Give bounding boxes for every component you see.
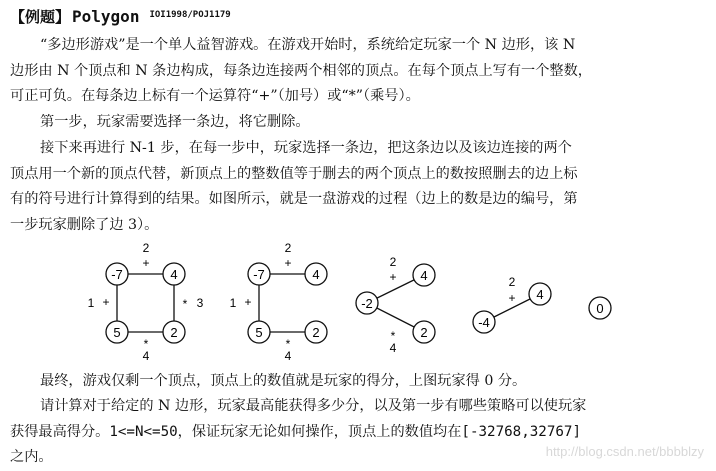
text-line: 一步玩家删除了边 3）。 (10, 216, 159, 233)
text-line: 请计算对于给定的 N 边形，玩家最高能获得多少分，以及第一步有哪些策略可以使玩家 (40, 398, 587, 414)
paragraph-step-one (10, 110, 710, 136)
edge-id-label: 1 (229, 296, 237, 310)
edge-op-label: + (102, 295, 110, 309)
polygon-node (305, 263, 327, 285)
paragraph-task (10, 394, 710, 471)
svg-text:-4: -4 (478, 315, 490, 330)
svg-text:2: 2 (312, 325, 320, 340)
edge-id-label: 2 (284, 241, 292, 255)
paragraph-intro (10, 33, 710, 110)
polygon-node (589, 297, 611, 319)
watermark: http://blog.csdn.net/bbbblzy (545, 444, 704, 459)
edge-id-label: 2 (508, 275, 516, 289)
svg-text:-2: -2 (361, 296, 373, 311)
polygon-node (106, 263, 128, 285)
polygon-node (413, 321, 435, 343)
svg-text:5: 5 (255, 325, 263, 340)
polygon-node (248, 263, 270, 285)
edge-op-label: * (143, 337, 149, 351)
edge-id-label: 1 (87, 296, 95, 310)
polygon-node (163, 263, 185, 285)
text-line: “多边形游戏”是一个单人益智游戏。在游戏开始时，系统给定玩家一个 N 边形，该 N (40, 37, 576, 53)
text-line: 第一步，玩家需要选择一条边，将它删除。 (40, 114, 310, 130)
diagram-stage-3 (356, 255, 435, 355)
text-line (10, 420, 710, 446)
polygon-node (106, 321, 128, 343)
svg-text:4: 4 (170, 267, 178, 282)
svg-text:4: 4 (536, 287, 544, 302)
edge-op-label: + (508, 291, 516, 305)
polygon-node (248, 321, 270, 343)
edge-op-label: * (285, 337, 291, 351)
problem-name: Polygon (72, 7, 140, 26)
svg-text:2: 2 (420, 325, 428, 340)
polygon-game-diagram (0, 236, 716, 366)
edge-op-label: + (389, 270, 397, 284)
diagram-stage-5 (589, 297, 611, 319)
polygon-node (356, 292, 378, 314)
value-range: [-32768,32767] (461, 423, 582, 440)
edge-id-label: 4 (389, 341, 397, 355)
diagram-stage-4 (473, 275, 551, 333)
edge-op-label: + (142, 256, 150, 270)
polygon-node (473, 311, 495, 333)
svg-text:-7: -7 (111, 267, 123, 282)
text-line: 边形由 N 个顶点和 N 条边构成，每条边连接两个相邻的顶点。在每个顶点上写有一个整数， (10, 62, 592, 79)
edge-id-label: 4 (142, 349, 150, 363)
polygon-node (413, 264, 435, 286)
problem-source: IOI1998/POJ1179 (149, 10, 231, 20)
svg-text:4: 4 (312, 267, 320, 282)
title-bracket: 【例题】 (10, 8, 71, 26)
paragraph-steps (10, 136, 710, 238)
diagram-stage-2 (230, 241, 327, 363)
svg-text:4: 4 (420, 268, 428, 283)
text-line: 之内。 (10, 449, 53, 465)
text-line: 接下来再进行 N-1 步，在每一步中，玩家选择一条边，把这条边以及该边连接的两个 (40, 140, 572, 156)
text-line: 顶点用一个新的顶点代替，新顶点上的整数值等于删去的两个顶点上的数按照删去的边上标 (10, 165, 578, 182)
polygon-node (305, 321, 327, 343)
polygon-node (163, 321, 185, 343)
edge-op-label: + (284, 256, 292, 270)
text-line: 可正可负。在每条边上标有一个运算符“+”（加号）或“*”（乘号）。 (10, 88, 420, 104)
edge-id-label: 2 (142, 241, 150, 255)
svg-text:5: 5 (113, 325, 121, 340)
text-span: 获得最高得分。 (10, 423, 110, 440)
polygon-node (529, 283, 551, 305)
edge-op-label: * (390, 329, 396, 343)
paragraph-final-score (10, 369, 710, 395)
edge-id-label: 2 (389, 255, 397, 269)
diagram-stage-1 (88, 241, 204, 363)
svg-text:-7: -7 (253, 267, 265, 282)
text-line: 有的符号进行计算得到的结果。如图所示，就是一盘游戏的过程（边上的数是边的编号，第 (10, 191, 578, 207)
edge-op-label: * (182, 297, 188, 311)
svg-text:2: 2 (170, 325, 178, 340)
edge-id-label: 3 (196, 296, 204, 310)
text-line: 最终，游戏仅剩一个顶点，顶点上的数值就是玩家的得分，上图玩家得 0 分。 (40, 373, 527, 389)
constraint-text: 1<=N<=50，保证玩家无论如何操作，顶点上的数值均在 (109, 423, 462, 440)
svg-text:0: 0 (596, 301, 604, 316)
edge-id-label: 4 (284, 349, 292, 363)
edge-op-label: + (244, 295, 252, 309)
problem-title (10, 6, 231, 30)
